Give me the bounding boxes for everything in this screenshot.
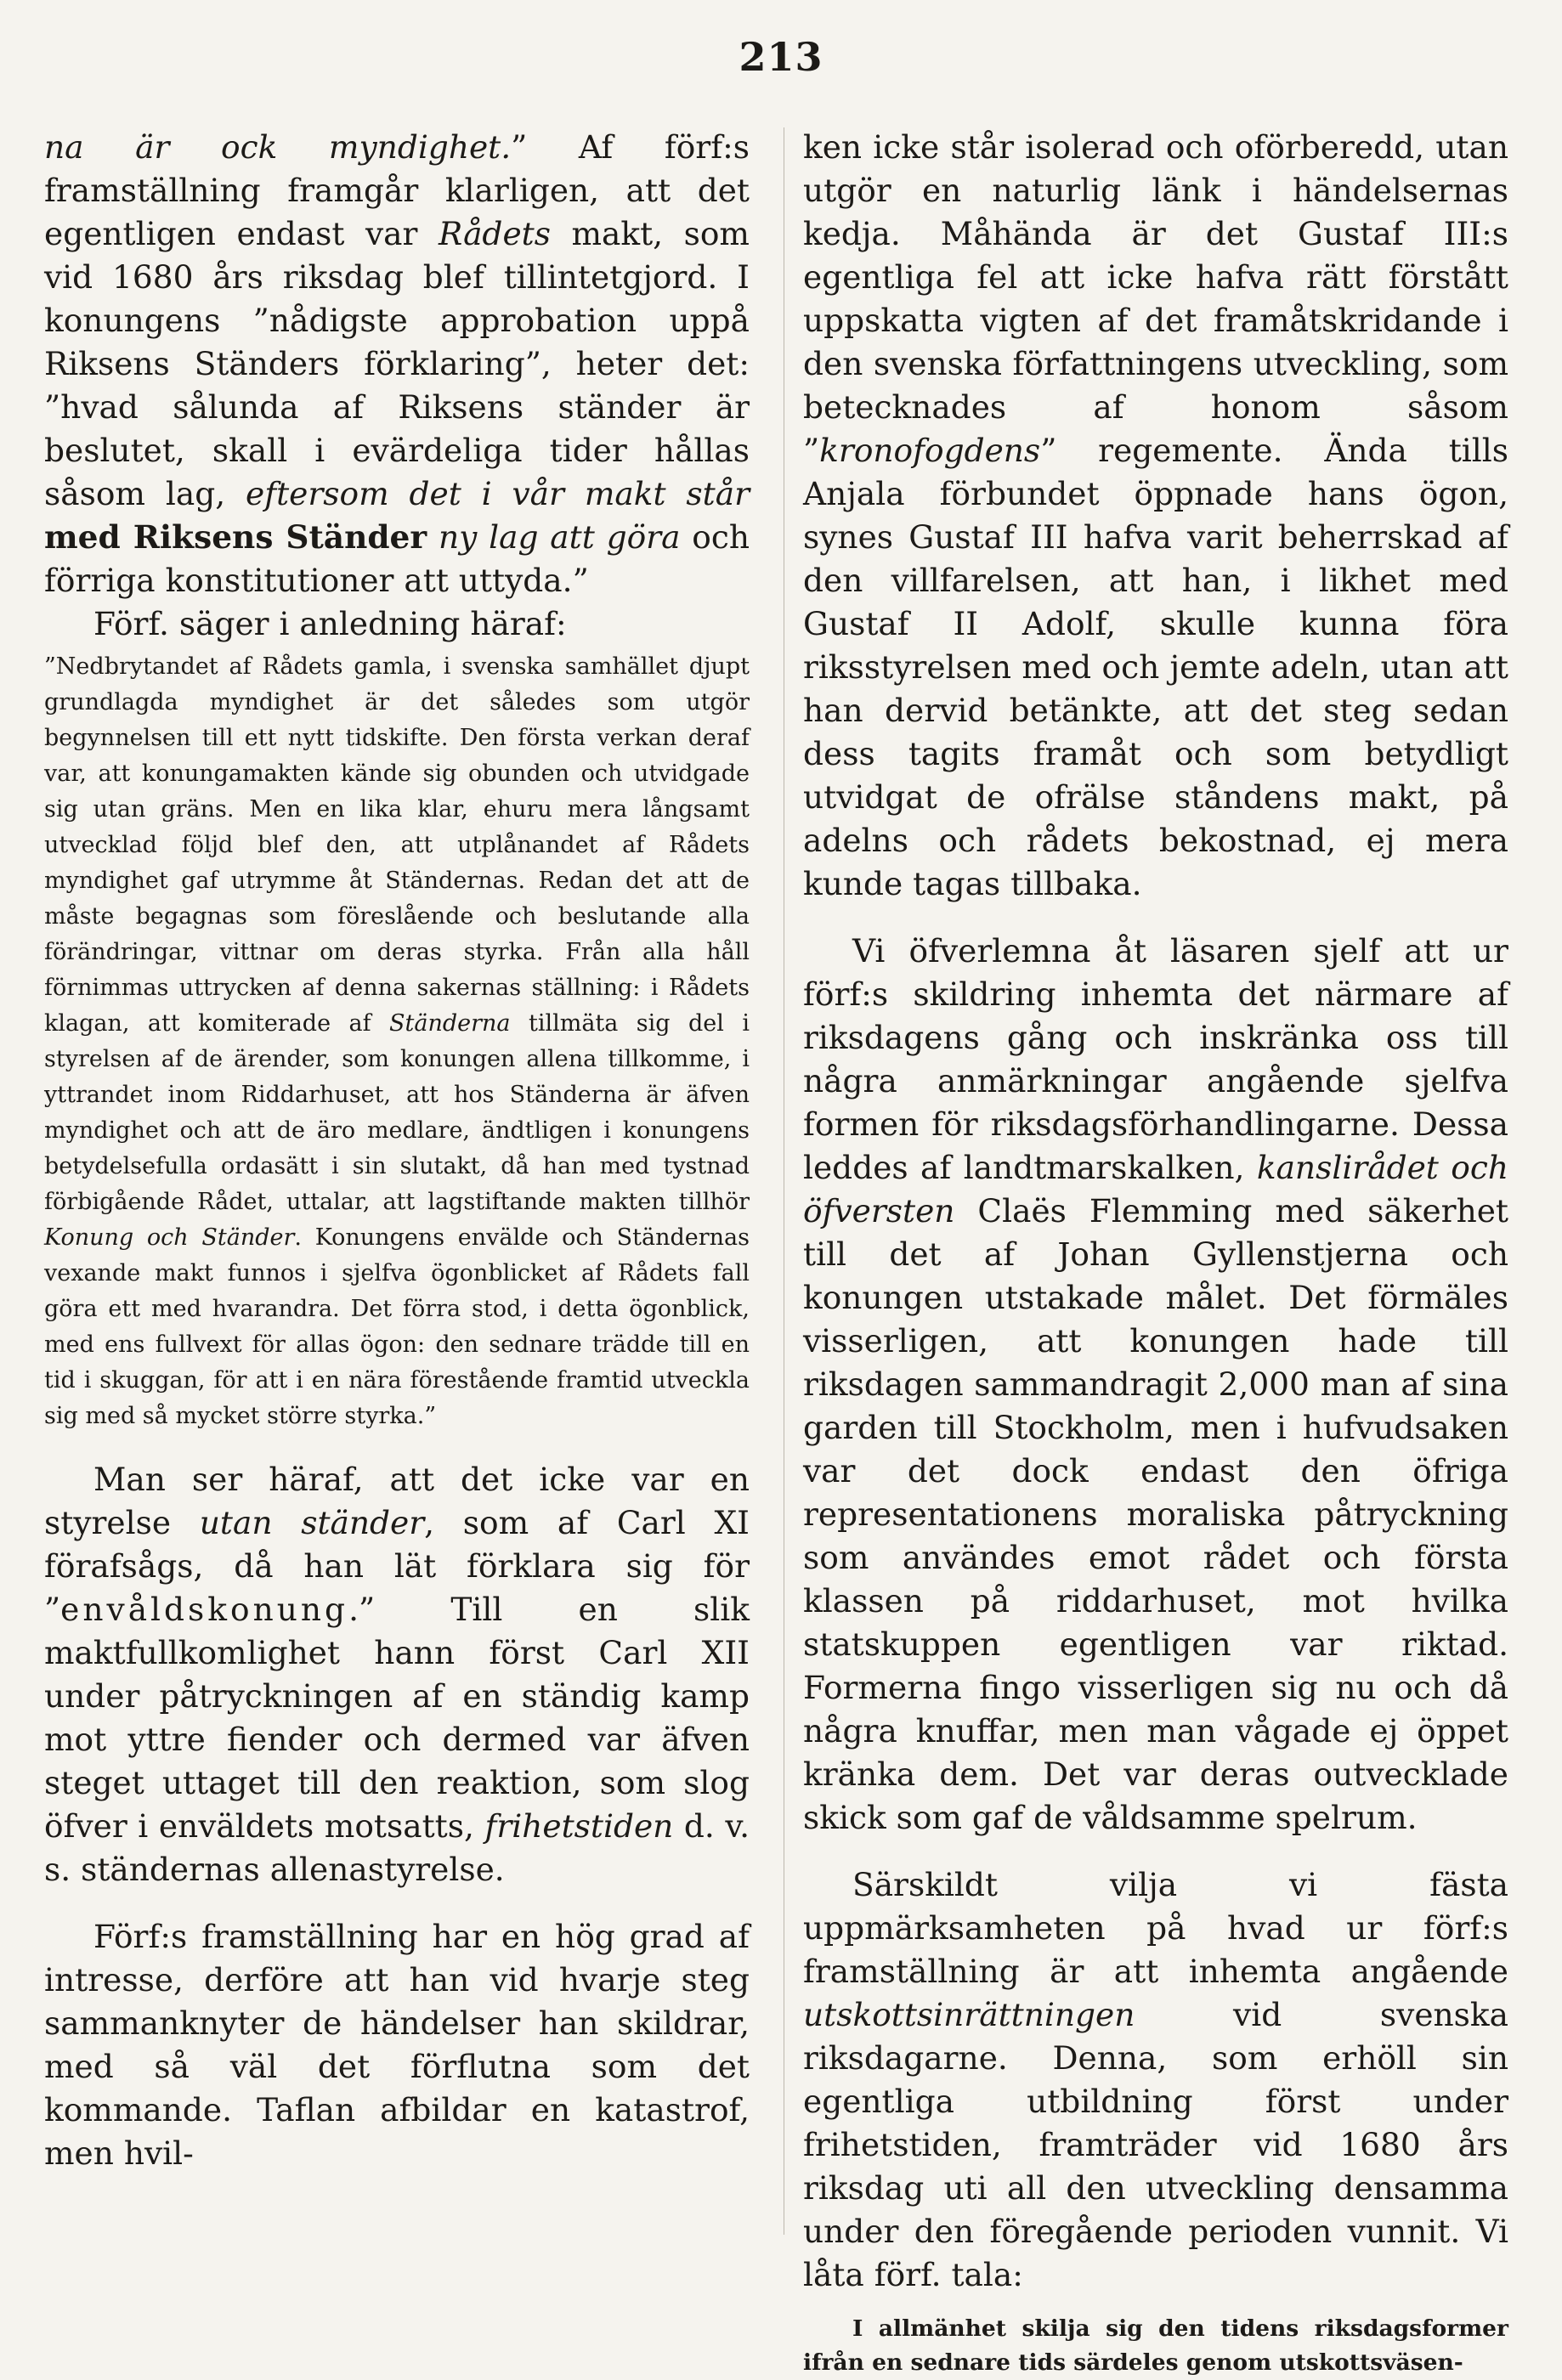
text-run: tillmäta sig del i styrelsen af de ärender, som konungen allena tillkomme, i yttrandet inom Riddarhuset, att hos Ständerna är äfven myndighet och att de äro medlare, ändtligen i konungens betydelsefulla ordasätt i sin slutakt, då han med tystnad förbigående Rådet, uttalar, att lagstiftande makten tillhör <box>44 1010 750 1215</box>
text-run: frihetstiden <box>484 1807 674 1845</box>
text-run: Förf:s framställning har en hög grad af intresse, derföre att han vid hvarje steg sammanknyter de händelser han skildrar, med så väl det förflutna som det kommande. Taflan afbildar en katastrof, men hvil- <box>44 1918 750 2172</box>
text-run: .” Till en slik maktfullkomlighet hann först Carl XII under påtryckningen af en ständig kamp mot yttre fiender och dermed var äfven steget uttaget till den reaktion, som slog öfver i enväldets motsatts, <box>44 1591 750 1845</box>
text-run: vid svenska riksdagarne. Denna, som erhöll sin egentliga utbildning först under frihetstiden, framträder vid 1680 års riksdag uti all den utveckling densamma under den föregående perioden vunnit. Vi låta förf. tala: <box>803 1996 1508 2293</box>
text-run: , som af Carl XI förafsågs, då han lät förklara sig för ” <box>44 1504 750 1628</box>
text-run: kronofogdens <box>819 432 1041 469</box>
footnote <box>803 2312 1508 2380</box>
text-run: utan ständer <box>199 1504 425 1541</box>
text-run: utskottsinrättningen <box>803 1996 1135 2033</box>
text-run: kanslirådet och öfversten <box>803 1149 1509 1230</box>
paragraph <box>44 1458 750 1891</box>
text-run: Vi öfverlemna åt läsaren sjelf att ur förf:s skildring inhemta det närmare af riksdagens gång och inskränka oss till några anmärkningar angående sjelfva formen för riksdagsförhandlingarne. Dessa leddes af landtmarskalken, <box>803 932 1508 1186</box>
text-run: ” Af förf:s framställning framgår klarligen, att det egentligen endast var <box>44 128 750 252</box>
text-run: eftersom det i vår makt står <box>246 475 750 512</box>
text-run: ny lag att göra <box>439 518 681 556</box>
paragraph <box>44 126 750 602</box>
text-run: Särskildt vilja vi fästa uppmärksamheten på hvad ur förf:s framställning är att inhemta angående <box>803 1866 1508 1990</box>
text-run: ”Nedbrytandet af Rådets gamla, i svenska samhället djupt grundlagda myndighet är det således som utgör begynnelsen till ett nytt tidskifte. Den första verkan deraf var, att konungamakten kände sig obunden och utvidgade sig utan gräns. Men en lika klar, ehuru mera långsamt utvecklad följd blef den, att utplånandet af Rådets myndighet gaf utrymme åt Ständernas. Redan det att de måste begagnas som föreslående och beslutande alla förändringar, vittnar om deras styrka. Från alla håll förnimmas uttrycken af denna sakernas ställning: i Rådets klagan, att komiterade af <box>44 653 750 1037</box>
text-run: med Riksens Ständer <box>44 518 427 556</box>
text-run: och förriga konstitutioner att uttyda.” <box>44 518 750 599</box>
block-quote <box>44 649 750 1434</box>
text-run: Förf. säger i anledning häraf: <box>93 605 567 642</box>
paragraph <box>44 602 750 646</box>
left-column <box>44 126 750 2175</box>
paragraph <box>803 126 1508 906</box>
text-run: ” regemente. Ända tills Anjala förbundet öppnade hans ögon, synes Gustaf III hafva varit beherrskad af den villfarelsen, att han, i likhet med Gustaf II Adolf, skulle kunna föra riksstyrelsen med och jemte adeln, utan att han dervid betänkte, att det steg sedan dess tagits framåt och som betydligt utvidgat de ofrälse ståndens makt, på adelns och rådets bekostnad, ej mera kunde tagas tillbaka. <box>803 432 1508 902</box>
paragraph <box>803 1863 1508 2297</box>
text-run <box>427 518 439 556</box>
text-run: makt, som vid 1680 års riksdag blef tillintetgjord. I konungens ”nådigste approbation uppå Riksens Ständers förklaring”, heter det: ”hvad sålunda af Riksens ständer är beslutet, skall i evärdeliga tider hållas såsom lag, <box>44 215 750 512</box>
right-column <box>803 126 1508 2380</box>
paragraph <box>803 930 1508 1840</box>
text-run: I allmänhet skilja sig den tidens riksdagsformer ifrån en sednare tids särdeles genom utskottsväsen- <box>803 2315 1508 2376</box>
text-run: . Konungens envälde och Ständernas vexande makt funnos i sjelfva ögonblicket af Rådets fall göra ett med hvarandra. Det förra stod, i detta ögonblick, med ens fullvext för allas ögon: den sednare trädde till en tid i skuggan, för att i en nära förestående framtid utveckla sig med så mycket större styrka.” <box>44 1224 750 1429</box>
text-run: envåldskonung <box>60 1591 349 1628</box>
text-run: Ständerna <box>389 1010 511 1037</box>
text-run: Konung och Ständer <box>44 1224 295 1251</box>
text-run: d. v. s. ständernas allenastyrelse. <box>44 1807 750 1888</box>
text-run: Rådets <box>438 215 551 252</box>
page-number: 213 <box>739 34 823 80</box>
text-run: na är ock myndighet. <box>44 128 512 166</box>
text-run: ken icke står isolerad och oförberedd, utan utgör en naturlig länk i händelsernas kedja. Måhända är det Gustaf III:s egentliga fel att icke hafva rätt förstått uppskatta vigten af det framåtskridande i den svenska författningens utveckling, som betecknades af honom såsom ” <box>803 128 1508 469</box>
text-run: Man ser häraf, att det icke var en styrelse <box>44 1461 750 1541</box>
paragraph <box>44 1915 750 2175</box>
text-run: Claës Flemming med säkerhet till det af Johan Gyllenstjerna och konungen utstakade målet. Det förmäles visserligen, att konungen hade till riksdagen sammandragit 2,000 man af sina garden till Stockholm, men i hufvudsaken var det dock endast den öfriga representationens moraliska påtryckning som användes emot rådet och första klassen på riddarhuset, mot hvilka statskuppen egentligen var riktad. Formerna fingo visserligen sig nu och då några knuffar, men man vågade ej öppet kränka dem. Det var deras outvecklade skick som gaf de våldsamme spelrum. <box>803 1192 1508 1836</box>
